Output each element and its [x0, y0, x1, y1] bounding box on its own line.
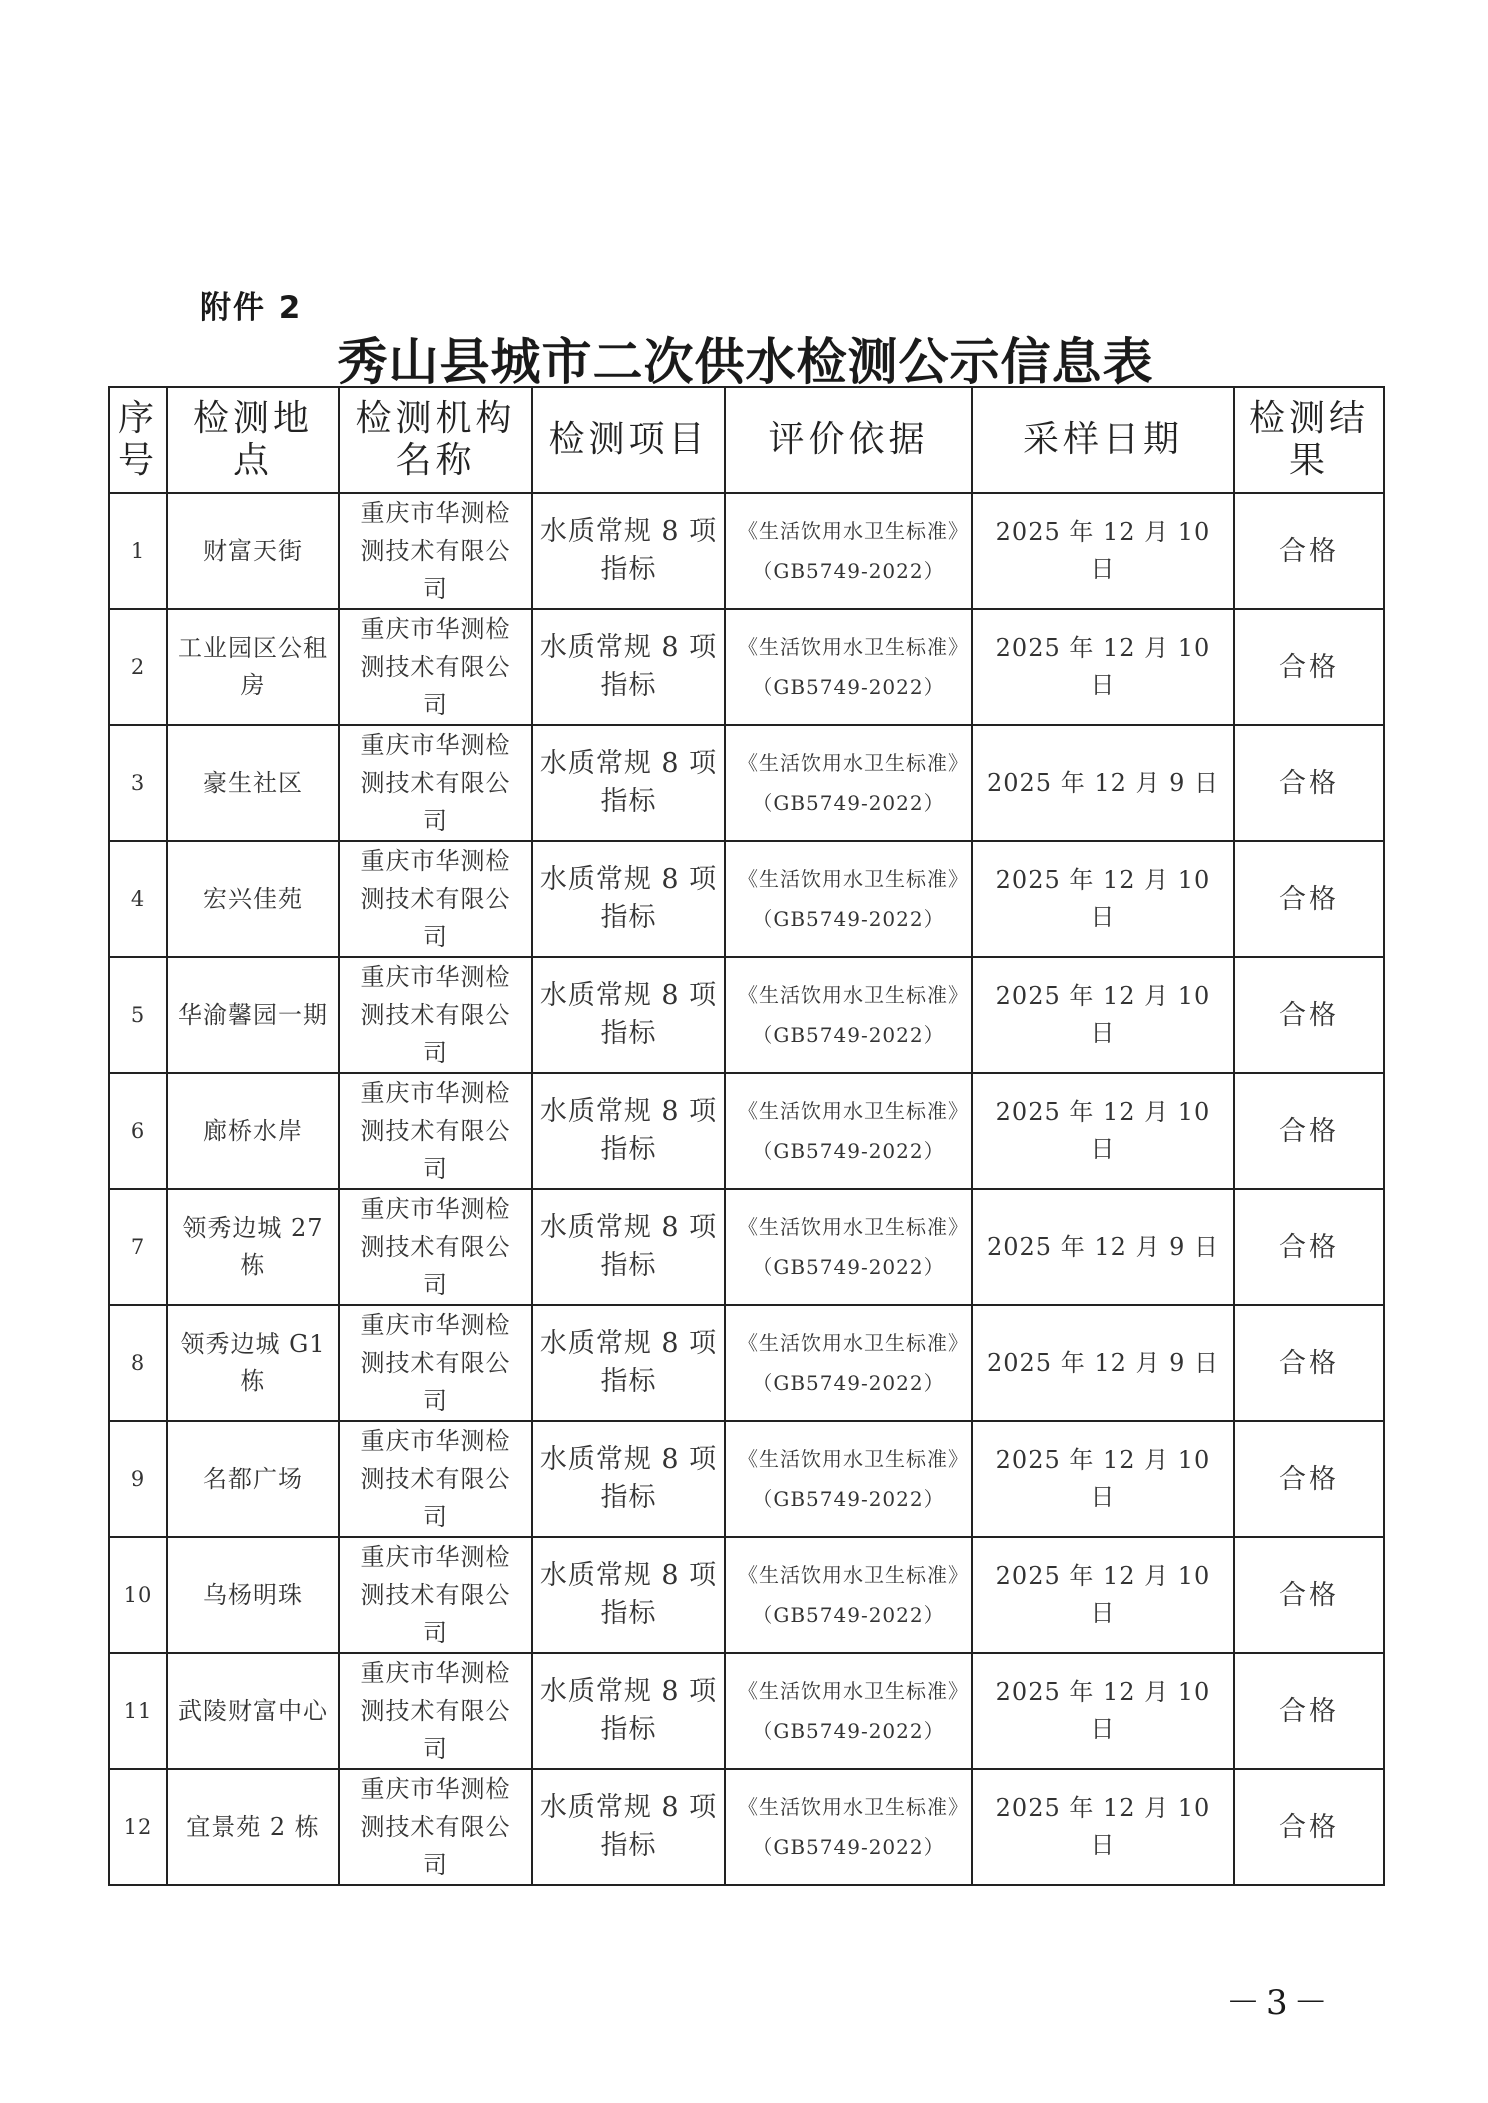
cell-org: 重庆市华测检测技术有限公司 [339, 841, 532, 957]
cell-result: 合格 [1234, 957, 1384, 1073]
cell-item: 水质常规 8 项指标 [532, 1305, 725, 1421]
cell-item: 水质常规 8 项指标 [532, 957, 725, 1073]
cell-org: 重庆市华测检测技术有限公司 [339, 493, 532, 609]
cell-site: 领秀边城 G1 栋 [167, 1305, 339, 1421]
cell-org: 重庆市华测检测技术有限公司 [339, 1769, 532, 1885]
cell-site: 乌杨明珠 [167, 1537, 339, 1653]
table-row [109, 957, 1384, 1073]
cell-site: 华渝馨园一期 [167, 957, 339, 1073]
cell-item: 水质常规 8 项指标 [532, 1073, 725, 1189]
cell-org: 重庆市华测检测技术有限公司 [339, 609, 532, 725]
cell-basis: 《生活饮用水卫生标准》（GB5749-2022） [725, 1189, 972, 1305]
cell-no: 8 [109, 1305, 167, 1421]
cell-result: 合格 [1234, 493, 1384, 609]
document-title: 秀山县城市二次供水检测公示信息表 [337, 332, 1154, 391]
cell-result: 合格 [1234, 841, 1384, 957]
cell-basis: 《生活饮用水卫生标准》（GB5749-2022） [725, 841, 972, 957]
cell-item: 水质常规 8 项指标 [532, 841, 725, 957]
cell-date: 2025 年 12 月 10 日 [972, 1073, 1234, 1189]
cell-date: 2025 年 12 月 9 日 [972, 1305, 1234, 1421]
cell-no: 11 [109, 1653, 167, 1769]
inspection-table [108, 386, 1385, 1886]
cell-site: 名都广场 [167, 1421, 339, 1537]
cell-no: 9 [109, 1421, 167, 1537]
cell-org: 重庆市华测检测技术有限公司 [339, 1421, 532, 1537]
cell-date: 2025 年 12 月 10 日 [972, 609, 1234, 725]
table-row [109, 1073, 1384, 1189]
cell-basis: 《生活饮用水卫生标准》（GB5749-2022） [725, 1305, 972, 1421]
cell-result: 合格 [1234, 1653, 1384, 1769]
table-row [109, 1189, 1384, 1305]
cell-basis: 《生活饮用水卫生标准》（GB5749-2022） [725, 957, 972, 1073]
table-row [109, 1421, 1384, 1537]
cell-org: 重庆市华测检测技术有限公司 [339, 1305, 532, 1421]
cell-date: 2025 年 12 月 10 日 [972, 957, 1234, 1073]
cell-org: 重庆市华测检测技术有限公司 [339, 1537, 532, 1653]
col-header-result: 检测结果 [1234, 387, 1384, 493]
cell-site: 宜景苑 2 栋 [167, 1769, 339, 1885]
cell-site: 廊桥水岸 [167, 1073, 339, 1189]
cell-date: 2025 年 12 月 10 日 [972, 1537, 1234, 1653]
cell-date: 2025 年 12 月 9 日 [972, 725, 1234, 841]
cell-org: 重庆市华测检测技术有限公司 [339, 1073, 532, 1189]
cell-item: 水质常规 8 项指标 [532, 1537, 725, 1653]
cell-item: 水质常规 8 项指标 [532, 609, 725, 725]
page-number: －3－ [1226, 1983, 1334, 2023]
cell-org: 重庆市华测检测技术有限公司 [339, 725, 532, 841]
cell-date: 2025 年 12 月 10 日 [972, 1421, 1234, 1537]
cell-item: 水质常规 8 项指标 [532, 1189, 725, 1305]
cell-date: 2025 年 12 月 10 日 [972, 1769, 1234, 1885]
table-row [109, 841, 1384, 957]
cell-item: 水质常规 8 项指标 [532, 1653, 725, 1769]
cell-basis: 《生活饮用水卫生标准》（GB5749-2022） [725, 1421, 972, 1537]
col-header-no: 序号 [109, 387, 167, 493]
attachment-label: 附件 2 [200, 290, 303, 326]
cell-item: 水质常规 8 项指标 [532, 1769, 725, 1885]
cell-date: 2025 年 12 月 9 日 [972, 1189, 1234, 1305]
cell-site: 豪生社区 [167, 725, 339, 841]
cell-org: 重庆市华测检测技术有限公司 [339, 1653, 532, 1769]
cell-site: 财富天街 [167, 493, 339, 609]
cell-item: 水质常规 8 项指标 [532, 725, 725, 841]
cell-basis: 《生活饮用水卫生标准》（GB5749-2022） [725, 1073, 972, 1189]
col-header-item: 检测项目 [532, 387, 725, 493]
cell-result: 合格 [1234, 725, 1384, 841]
cell-result: 合格 [1234, 1073, 1384, 1189]
col-header-site: 检测地点 [167, 387, 339, 493]
table-row [109, 1769, 1384, 1885]
cell-basis: 《生活饮用水卫生标准》（GB5749-2022） [725, 1537, 972, 1653]
cell-no: 4 [109, 841, 167, 957]
cell-basis: 《生活饮用水卫生标准》（GB5749-2022） [725, 609, 972, 725]
cell-item: 水质常规 8 项指标 [532, 493, 725, 609]
cell-date: 2025 年 12 月 10 日 [972, 1653, 1234, 1769]
cell-result: 合格 [1234, 609, 1384, 725]
cell-no: 5 [109, 957, 167, 1073]
table-row [109, 1537, 1384, 1653]
cell-result: 合格 [1234, 1189, 1384, 1305]
cell-basis: 《生活饮用水卫生标准》（GB5749-2022） [725, 1769, 972, 1885]
cell-basis: 《生活饮用水卫生标准》（GB5749-2022） [725, 1653, 972, 1769]
cell-no: 6 [109, 1073, 167, 1189]
cell-item: 水质常规 8 项指标 [532, 1421, 725, 1537]
cell-result: 合格 [1234, 1305, 1384, 1421]
cell-date: 2025 年 12 月 10 日 [972, 493, 1234, 609]
table-row [109, 609, 1384, 725]
table-body [109, 493, 1384, 1885]
cell-no: 7 [109, 1189, 167, 1305]
table-row [109, 1305, 1384, 1421]
cell-result: 合格 [1234, 1421, 1384, 1537]
cell-org: 重庆市华测检测技术有限公司 [339, 1189, 532, 1305]
cell-result: 合格 [1234, 1537, 1384, 1653]
table-row [109, 493, 1384, 609]
header-row [109, 387, 1384, 493]
col-header-date: 采样日期 [972, 387, 1234, 493]
cell-site: 工业园区公租房 [167, 609, 339, 725]
cell-no: 3 [109, 725, 167, 841]
cell-no: 1 [109, 493, 167, 609]
cell-result: 合格 [1234, 1769, 1384, 1885]
cell-site: 宏兴佳苑 [167, 841, 339, 957]
cell-basis: 《生活饮用水卫生标准》（GB5749-2022） [725, 725, 972, 841]
cell-no: 10 [109, 1537, 167, 1653]
table-header [109, 387, 1384, 493]
cell-date: 2025 年 12 月 10 日 [972, 841, 1234, 957]
cell-no: 12 [109, 1769, 167, 1885]
col-header-basis: 评价依据 [725, 387, 972, 493]
table-row [109, 725, 1384, 841]
cell-org: 重庆市华测检测技术有限公司 [339, 957, 532, 1073]
cell-site: 武陵财富中心 [167, 1653, 339, 1769]
cell-site: 领秀边城 27 栋 [167, 1189, 339, 1305]
col-header-org: 检测机构名称 [339, 387, 532, 493]
table-row [109, 1653, 1384, 1769]
cell-basis: 《生活饮用水卫生标准》（GB5749-2022） [725, 493, 972, 609]
cell-no: 2 [109, 609, 167, 725]
